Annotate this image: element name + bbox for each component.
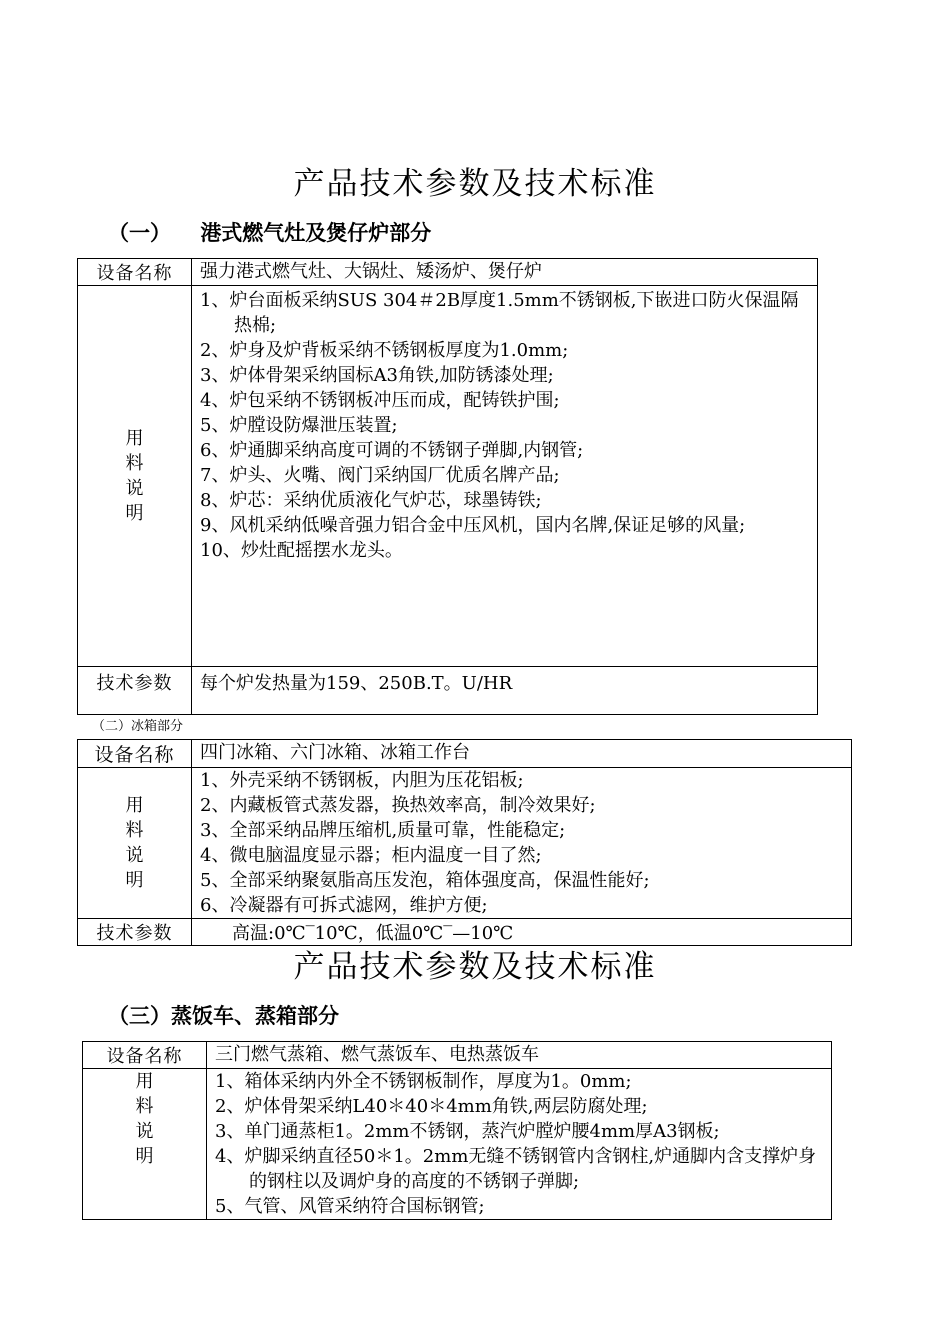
list-item: 2、炉身及炉背板采纳不锈钢板厚度为1.0mm;	[200, 340, 569, 361]
tech-params-label: 技术参数	[78, 667, 192, 715]
equipment-value: 三门燃气蒸箱、燃气蒸饭车、电热蒸饭车	[207, 1042, 832, 1069]
list-item: 6、冷凝器有可拆式滤网，维护方便;	[200, 895, 488, 916]
equipment-label: 设备名称	[78, 740, 192, 768]
list-item: 9、风机采纳低噪音强力铝合金中压风机，国内名牌,保证足够的风量;	[200, 515, 746, 536]
tech-params-value: 高温:0℃‾10℃，低温0℃‾—10℃	[192, 919, 852, 946]
list-item: 4、炉脚采纳直径50＊1。2mm无缝不锈钢管内含钢柱,炉通脚内含支撑炉身的钢柱以及调炉身的高度的不锈钢子弹脚;	[215, 1146, 817, 1192]
materials-label-char: 用	[125, 795, 144, 816]
list-item: 6、炉通脚采纳高度可调的不锈钢子弹脚,内钢管;	[200, 440, 584, 461]
equipment-value: 强力港式燃气灶、大锅灶、矮汤炉、煲仔炉	[192, 259, 818, 286]
materials-list-cell	[192, 286, 818, 667]
section-1-table	[77, 258, 818, 715]
section-3-heading: （三）蒸饭车、蒸箱部分	[108, 1004, 339, 1028]
tech-params-row	[78, 667, 818, 715]
list-item: 7、炉头、火嘴、阀门采纳国厂优质名牌产品;	[200, 465, 560, 486]
list-item: 4、微电脑温度显示器；柜内温度一目了然;	[200, 845, 542, 866]
list-item: 1、箱体采纳内外全不锈钢板制作，厚度为1。0mm;	[215, 1071, 632, 1092]
equipment-row	[78, 259, 818, 286]
materials-label-char: 料	[125, 820, 144, 841]
materials-label-char: 用	[125, 428, 144, 449]
list-item: 4、炉包采纳不锈钢板冲压而成，配铸铁护围;	[200, 390, 560, 411]
list-item: 1、外壳采纳不锈钢板，内胆为压花铝板;	[200, 770, 524, 791]
list-item: 8、炉芯：采纳优质液化气炉芯，球墨铸铁;	[200, 490, 542, 511]
list-item: 3、炉体骨架采纳国标A3角铁,加防锈漆处理;	[200, 365, 554, 386]
page-title-2: 产品技术参数及技术标准	[293, 949, 657, 985]
equipment-label: 设备名称	[78, 259, 192, 286]
tech-params-row	[78, 919, 852, 946]
section-1-heading-text: 港式燃气灶及煲仔炉部分	[200, 221, 432, 245]
list-item: 5、气管、风管采纳符合国标钢管;	[215, 1196, 485, 1217]
materials-label-char: 明	[135, 1146, 154, 1167]
materials-label-char: 明	[125, 870, 144, 891]
equipment-row	[78, 740, 852, 768]
materials-label-char: 说	[125, 478, 144, 499]
tech-params-value: 每个炉发热量为159、250B.T。U/HR	[192, 667, 818, 715]
materials-list-cell	[192, 768, 852, 919]
page-title: 产品技术参数及技术标准	[293, 166, 657, 202]
materials-list-cell	[207, 1069, 832, 1220]
list-item: 2、炉体骨架采纳L40＊40＊4mm角铁,两层防腐处理;	[215, 1096, 648, 1117]
list-item: 10、炒灶配摇摆水龙头。	[200, 540, 403, 561]
equipment-row	[83, 1042, 832, 1069]
equipment-value: 四门冰箱、六门冰箱、冰箱工作台	[192, 740, 852, 768]
materials-label-char: 料	[135, 1096, 154, 1117]
list-item: 5、炉膛设防爆泄压装置;	[200, 415, 398, 436]
materials-list	[200, 768, 851, 918]
section-2-table	[77, 739, 852, 946]
materials-row	[83, 1069, 832, 1220]
materials-label	[78, 286, 192, 667]
list-item: 3、单门通蒸柜1。2mm不锈钢，蒸汽炉膛炉腰4mm厚A3钢板;	[215, 1121, 720, 1142]
materials-row	[78, 768, 852, 919]
section-1-heading-number: （一）	[108, 221, 171, 245]
materials-label	[78, 768, 192, 919]
materials-list	[215, 1069, 825, 1219]
materials-label	[83, 1069, 207, 1220]
materials-label-char: 说	[125, 845, 144, 866]
materials-label-char: 说	[135, 1121, 154, 1142]
materials-row	[78, 286, 818, 667]
list-item: 2、内藏板管式蒸发器，换热效率高，制冷效果好;	[200, 795, 596, 816]
materials-label-char: 明	[125, 503, 144, 524]
section-3-table	[82, 1041, 832, 1220]
list-item: 1、炉台面板采纳SUS 304＃2B厚度1.5mm不锈钢板,下嵌进口防火保温隔热棉;	[200, 290, 799, 336]
materials-label-char: 料	[125, 453, 144, 474]
materials-label-char: 用	[135, 1071, 154, 1092]
list-item: 3、全部采纳品牌压缩机,质量可靠，性能稳定;	[200, 820, 566, 841]
materials-list	[200, 288, 811, 563]
equipment-label: 设备名称	[83, 1042, 207, 1069]
tech-params-label: 技术参数	[78, 919, 192, 946]
list-item: 5、全部采纳聚氨脂高压发泡，箱体强度高，保温性能好;	[200, 870, 650, 891]
section-2-heading: （二）冰箱部分	[92, 719, 184, 734]
section-1-heading	[108, 219, 431, 247]
